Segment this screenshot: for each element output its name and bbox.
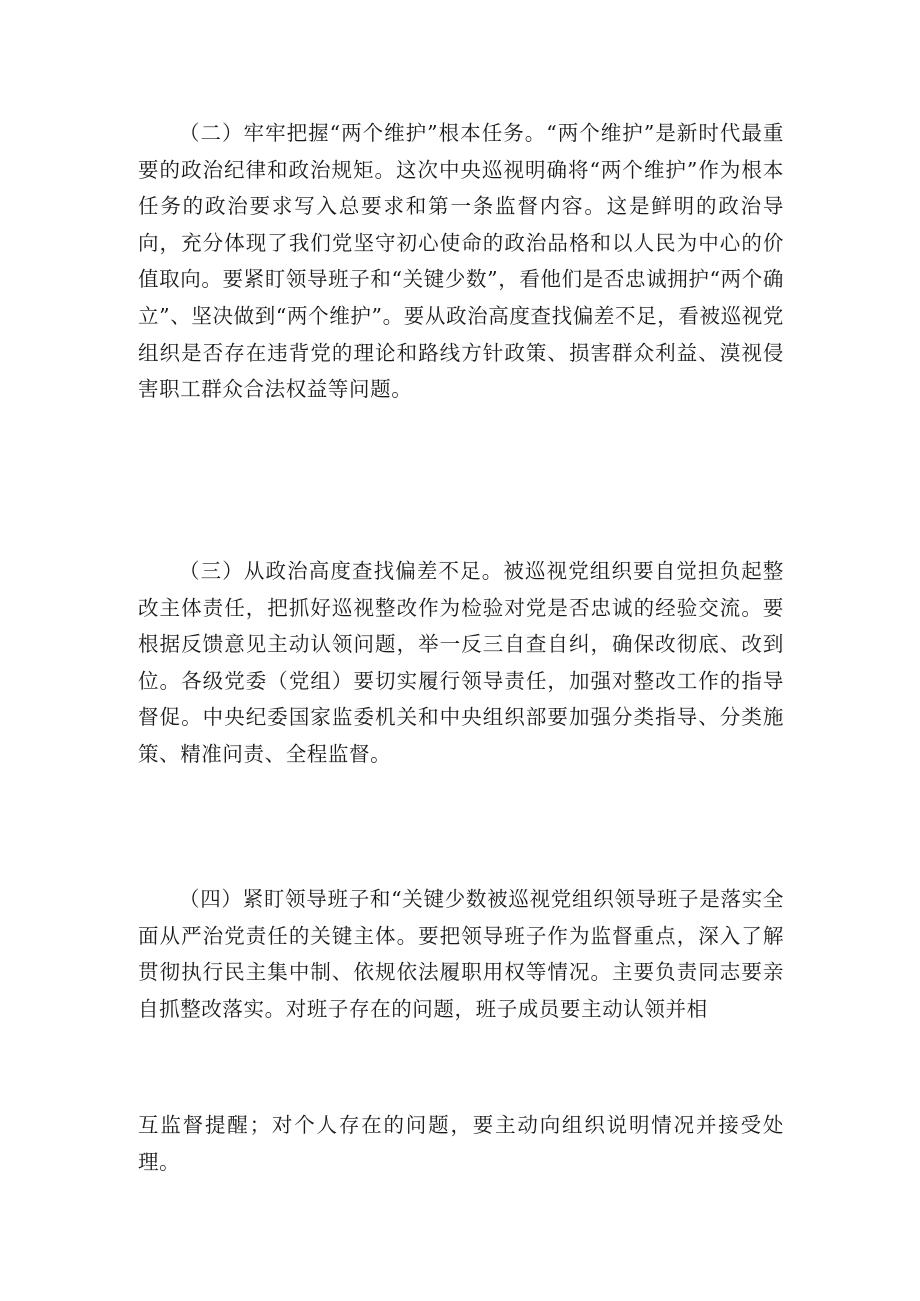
paragraph-three: （三）从政治高度查找偏差不足。被巡视党组织要自觉担负起整改主体责任，把抓好巡视整改作为检验对党是否忠诚的经验交流。要根据反馈意见主动认领问题，举一反三自查自纠，确保改彻底、改到位。各级党委（党组）要切实履行领导责任，加强对整改工作的指导督促。中央纪委国家监委机关和中央组织部要加强分类指导、分类施策、精准问责、全程监督。 bbox=[138, 559, 784, 766]
paragraph-four: （四）紧盯领导班子和“关键少数被巡视党组织领导班子是落实全面从严治党责任的关键主体。要把领导班子作为监督重点，深入了解贯彻执行民主集中制、依规依法履职用权等情况。主要负责同志要亲自抓整改落实。对班子存在的问题，班子成员要主动认领并相 bbox=[138, 887, 784, 1021]
paragraph-two: （二）牢牢把握“两个维护”根本任务。“两个维护”是新时代最重要的政治纪律和政治规矩。这次中央巡视明确将“两个维护”作为根本任务的政治要求写入总要求和第一条监督内容。这是鲜明的政治导向，充分体现了我们党坚守初心使命的政治品格和以人民为中心的价值取向。要紧盯领导班子和“关键少数”，看他们是否忠诚拥护“两个确立”、坚决做到“两个维护”。要从政治高度查找偏差不足，看被巡视党组织是否存在违背党的理论和路线方针政策、损害群众利益、漠视侵害职工群众合法权益等问题。 bbox=[138, 121, 784, 402]
paragraph-four-continuation: 互监督提醒；对个人存在的问题，要主动向组织说明情况并接受处理。 bbox=[138, 1113, 784, 1174]
